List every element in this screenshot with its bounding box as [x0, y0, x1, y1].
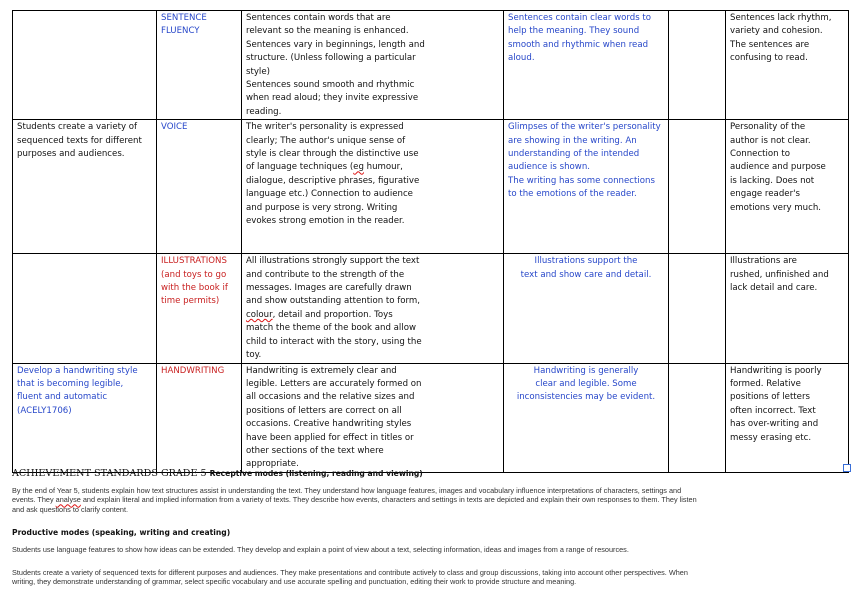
level-a-cell: All illustrations strongly support the text and contribute to the strength of the messages. Images are carefully drawn and show outstanding attention to form, colour, detail and proportion. Toys match the theme of the book and allow child to interact with the story, using the toy.: [242, 254, 504, 363]
level-a-cell: The writer's personality is expressed clearly; The author's unique sense of style is clear through the distinctive use of language techniques (eg humour, dialogue, descriptive phrases, figurative language etc.) Connection to audience and purpose is very strong. Writing evokes strong emotion in the reader.: [242, 120, 504, 254]
descriptor-cell: Students create a variety of sequenced texts for different purposes and audiences.: [13, 120, 157, 254]
level-b-cell: Handwriting is generally clear and legible. Some inconsistencies may be evident.: [504, 363, 669, 472]
descriptor-cell: Develop a handwriting style that is becoming legible, fluent and automatic (ACELY1706): [13, 363, 157, 472]
productive-modes-paragraph-1: Students use language features to show how ideas can be extended. They develop and explain a point of view about a text, selecting information, ideas and images from a range of resources.: [12, 545, 629, 554]
level-c-cell: [669, 363, 726, 472]
achievement-standards-title: ACHIEVEMENT STANDARDS GRADE 5 Receptive modes (listening, reading and viewing): [12, 468, 423, 479]
receptive-modes-paragraph: By the end of Year 5, students explain how text structures assist in understanding the text. They understand how language features, images and vocabulary influence interpretations of characters, settings and events. They analyse and explain literal and implied information from a variety of texts. They describe how events, characters and settings in texts are depicted and explain their own responses to them. They listen and ask questions to clarify content.: [12, 486, 697, 514]
criterion-cell: SENTENCE FLUENCY: [157, 11, 242, 120]
level-d-cell: Personality of the author is not clear. Connection to audience and purpose is lacking. Does not engage reader's emotions very much.: [726, 120, 849, 254]
level-a-cell: Sentences contain words that are relevant so the meaning is enhanced. Sentences vary in beginnings, length and structure. (Unless following a particular style) Sentences sound smooth and rhythmic when read aloud; they invite expressive reading.: [242, 11, 504, 120]
misspelled-word[interactable]: eg: [353, 162, 364, 173]
misspelled-word[interactable]: colour: [246, 309, 273, 320]
productive-modes-paragraph-2: Students create a variety of sequenced texts for different purposes and audiences. They make presentations and contribute actively to class and group discussions, taking into account other perspectives. When writing, they demonstrate understanding of grammar, select specific vocabulary and use accurate spelling and punctuation, editing their work to provide structure and meaning.: [12, 568, 688, 587]
level-d-cell: Illustrations are rushed, unfinished and lack detail and care.: [726, 254, 849, 363]
level-b-cell: Sentences contain clear words to help the meaning. They sound smooth and rhythmic when read aloud.: [504, 11, 669, 120]
descriptor-cell: [13, 11, 157, 120]
productive-modes-heading: Productive modes (speaking, writing and creating): [12, 528, 231, 537]
level-d-cell: Handwriting is poorly formed. Relative positions of letters often incorrect. Text has over-writing and messy erasing etc.: [726, 363, 849, 472]
assessment-rubric-table: [12, 10, 849, 473]
descriptor-cell: [13, 254, 157, 363]
rubric-row-handwriting: [13, 363, 849, 472]
criterion-cell: ILLUSTRATIONS (and toys to go with the book if time permits): [157, 254, 242, 363]
misspelled-word[interactable]: analyse: [55, 495, 81, 505]
level-d-cell: Sentences lack rhythm, variety and cohesion. The sentences are confusing to read.: [726, 11, 849, 120]
level-a-cell: Handwriting is extremely clear and legible. Letters are accurately formed on all occasions and the relative sizes and positions of letters are correct on all occasions. Creative handwriting styles have been applied for effect in titles or other sections of the text where appropriate.: [242, 363, 504, 472]
rubric-row-illustrations: [13, 254, 849, 363]
level-b-cell: Glimpses of the writer's personality are showing in the writing. An understanding of the intended audience is shown. The writing has some connections to the emotions of the reader.: [504, 120, 669, 254]
receptive-modes-heading: Receptive modes (listening, reading and viewing): [209, 469, 423, 478]
level-b-cell: Illustrations support the text and show care and detail.: [504, 254, 669, 363]
criterion-cell: VOICE: [157, 120, 242, 254]
level-c-cell: [669, 254, 726, 363]
rubric-row-voice: [13, 120, 849, 254]
rubric-row-sentence-fluency: [13, 11, 849, 120]
level-c-cell: [669, 120, 726, 254]
level-c-cell: [669, 11, 726, 120]
criterion-cell: HANDWRITING: [157, 363, 242, 472]
